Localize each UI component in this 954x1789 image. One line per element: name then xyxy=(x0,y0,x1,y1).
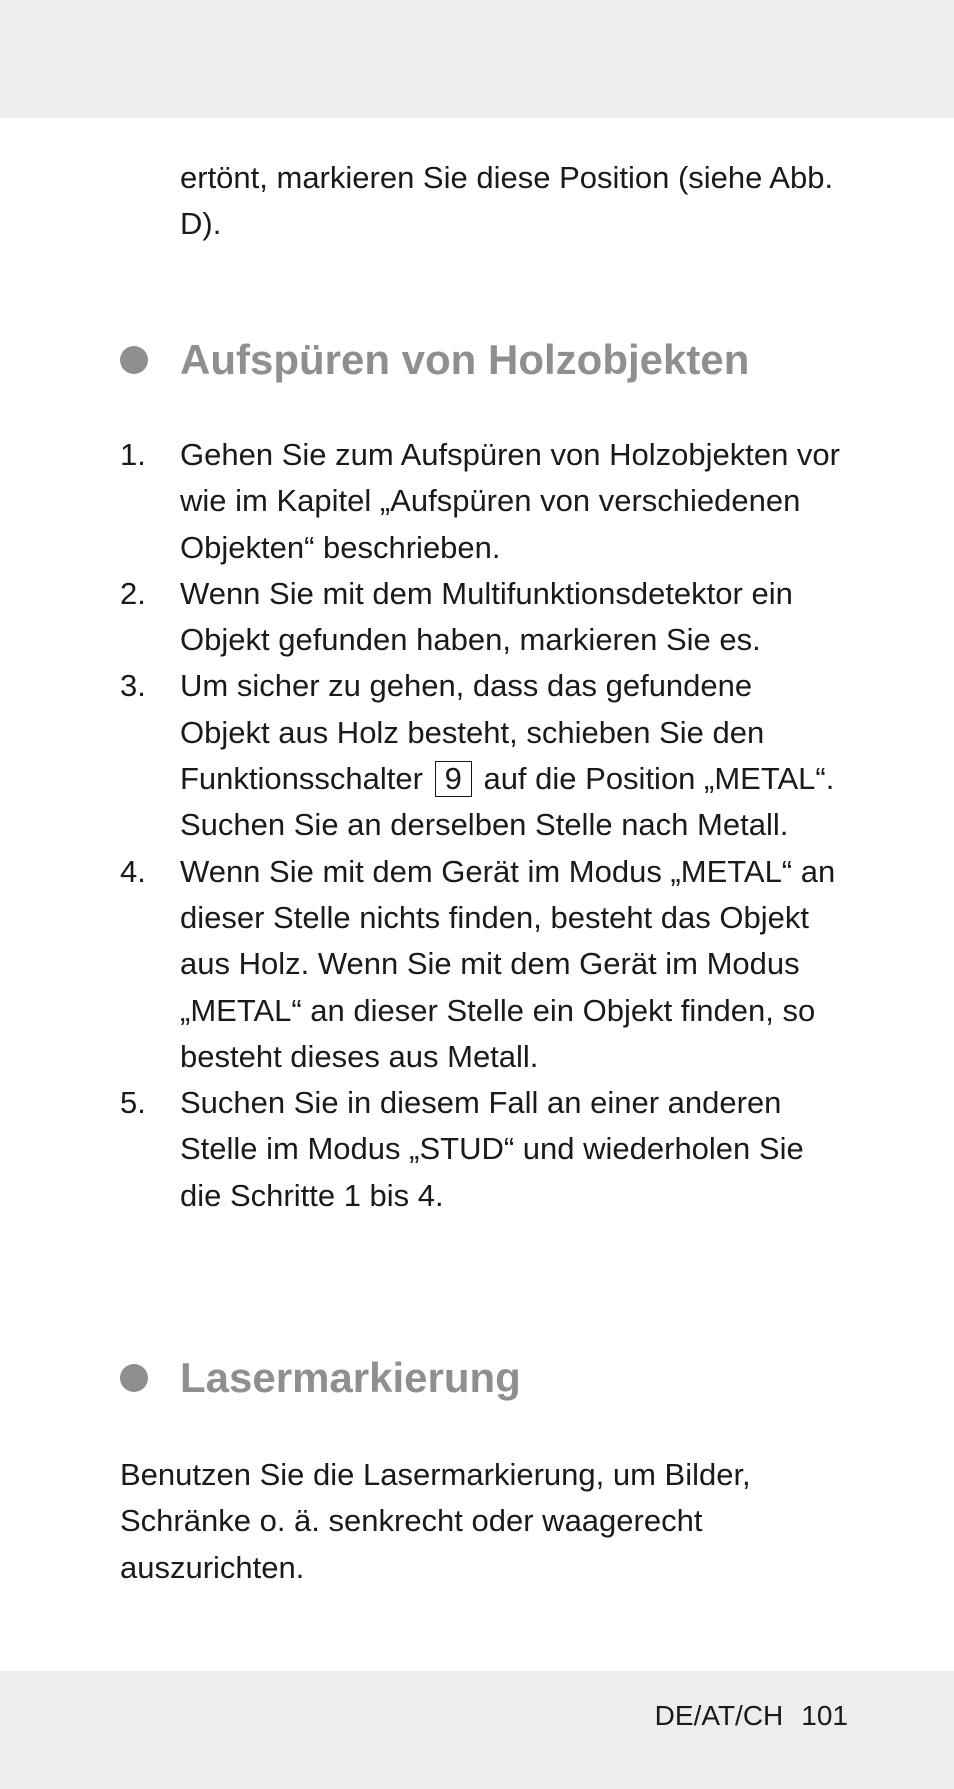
section-title: Aufspüren von Holzobjekten xyxy=(180,336,750,383)
list-item xyxy=(120,663,840,848)
section-heading-laser xyxy=(120,1352,940,1404)
step-number: 2. xyxy=(120,575,146,611)
step-number: 5. xyxy=(120,1085,146,1121)
step-text: Wenn Sie mit dem Gerät im Modus „METAL“ an dieser Stelle nichts finden, besteht das Objekt aus Holz. Wenn Sie mit dem Gerät im Modus „METAL“ an dieser Stelle ein Objekt finden, so besteht dieses aus Metall. xyxy=(180,853,836,1074)
bullet-dot-icon xyxy=(120,346,148,374)
part-reference-badge: 9 xyxy=(435,761,472,797)
bullet-dot-icon xyxy=(120,1364,148,1392)
list-item xyxy=(120,571,840,664)
step-number: 3. xyxy=(120,668,146,704)
step-number: 4. xyxy=(120,853,146,889)
step-text: Wenn Sie mit dem Multifunktionsdetektor ein Objekt gefunden haben, markieren Sie es. xyxy=(180,575,793,658)
step-text: Suchen Sie in diesem Fall an einer anderen Stelle im Modus „STUD“ und wiederholen Sie die Schritte 1 bis 4. xyxy=(180,1085,804,1213)
laser-paragraph: Benutzen Sie die Lasermarkierung, um Bilder, Schränke o. ä. senkrecht oder waagerecht auszurichten. xyxy=(120,1457,751,1585)
list-item xyxy=(120,432,840,571)
page-footer xyxy=(655,1696,848,1736)
list-item xyxy=(120,1080,840,1219)
region-label: DE/AT/CH xyxy=(654,1700,784,1731)
step-text xyxy=(180,663,840,848)
section-heading-wood xyxy=(120,334,940,386)
step-text: Gehen Sie zum Aufspüren von Holzobjekten vor wie im Kapitel „Aufspüren von verschiedenen Objekten“ beschrieben. xyxy=(180,437,840,565)
intro-continuation: ertönt, markieren Sie diese Position (siehe Abb. D). xyxy=(180,160,834,241)
section-title: Lasermarkierung xyxy=(180,1354,521,1401)
step-text-part: auf die Position „METAL“. Suchen Sie an derselben Stelle nach Metall. xyxy=(180,761,835,843)
list-item xyxy=(120,849,840,1080)
step-number: 1. xyxy=(120,437,146,472)
step-text-part: Um sicher zu gehen, dass das gefundene Objekt aus Holz besteht, schieben Sie den Funktionsschalter xyxy=(180,668,765,797)
page-number: 101 xyxy=(801,1700,848,1731)
steps-list xyxy=(120,432,840,1219)
top-band xyxy=(0,0,954,118)
